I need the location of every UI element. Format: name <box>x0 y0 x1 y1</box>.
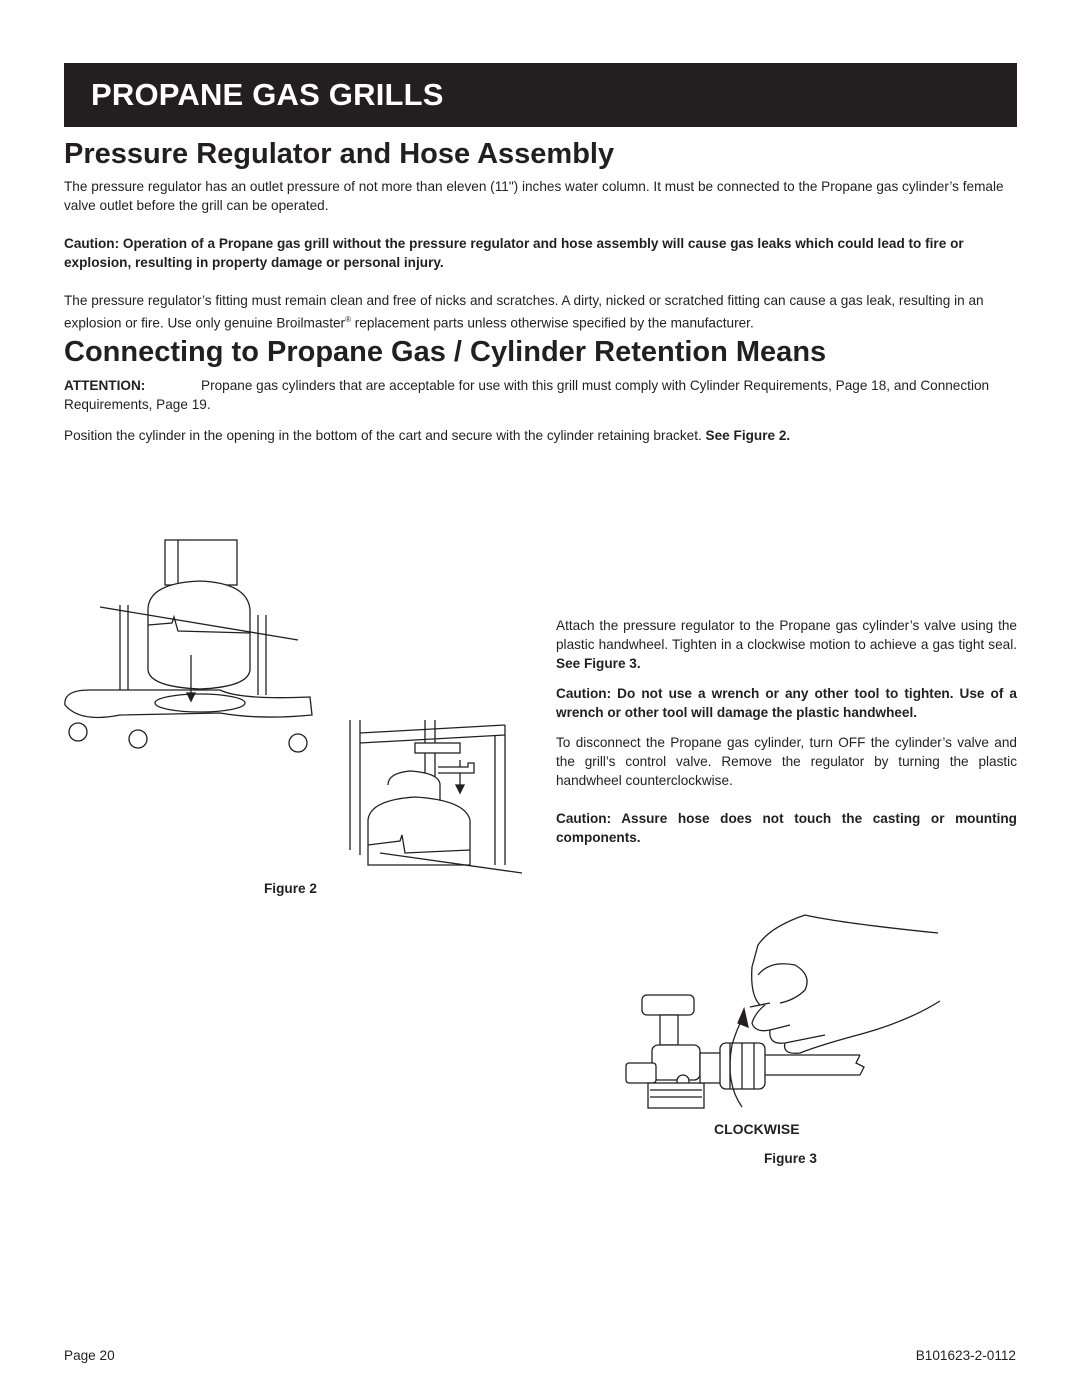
attention-text: Propane gas cylinders that are acceptable for use with this grill must comply with Cylinder Requirements, Page 18, and Connection Requirements, Page 19. <box>64 378 990 412</box>
heading-pressure-regulator: Pressure Regulator and Hose Assembly <box>64 138 615 170</box>
position-text: Position the cylinder in the opening in the bottom of the cart and secure with the cylinder retaining bracket. <box>64 428 706 443</box>
attention-label: ATTENTION: <box>64 378 146 393</box>
section-banner <box>64 63 1017 127</box>
regulator-caution: Caution: Operation of a Propane gas grill without the pressure regulator and hose assembly will cause gas leaks which could lead to fire or explosion, resulting in property damage or personal injury. <box>64 236 964 270</box>
fitting-paragraph <box>64 291 1017 333</box>
page-number: Page 20 <box>64 1348 115 1363</box>
heading-connecting-propane: Connecting to Propane Gas / Cylinder Retention Means <box>64 336 827 368</box>
figure-3-illustration <box>620 905 950 1120</box>
position-paragraph <box>64 426 1017 445</box>
disconnect-paragraph: To disconnect the Propane gas cylinder, turn OFF the cylinder’s valve and the grill’s control valve. Remove the regulator by turning the plastic handwheel counterclockwise. <box>556 735 1017 788</box>
figure-3-caption: Figure 3 <box>764 1151 817 1166</box>
hose-caution: Caution: Assure hose does not touch the casting or mounting components. <box>556 811 1017 845</box>
document-number: B101623-2-0112 <box>915 1348 1016 1363</box>
attach-text: Attach the pressure regulator to the Propane gas cylinder’s valve using the plastic handwheel. Tighten in a clockwise motion to achieve a gas tight seal. <box>556 618 1017 652</box>
see-figure-3: See Figure 3. <box>556 656 641 671</box>
clockwise-label: CLOCKWISE <box>714 1121 800 1137</box>
attach-paragraph <box>556 616 1017 673</box>
registered-mark: ® <box>345 315 351 324</box>
banner-title: PROPANE GAS GRILLS <box>91 77 444 112</box>
attention-paragraph <box>64 376 1017 414</box>
see-figure-2: See Figure 2. <box>705 428 791 443</box>
wrench-caution: Caution: Do not use a wrench or any other tool to tighten. Use of a wrench or other tool will damage the plastic handwheel. <box>556 686 1017 720</box>
figure-2-illustration <box>60 535 530 885</box>
regulator-paragraph: The pressure regulator has an outlet pressure of not more than eleven (11") inches water column. It must be connected to the Propane gas cylinder’s female valve outlet before the grill can be operated. <box>64 179 1004 213</box>
figure-2-caption: Figure 2 <box>264 881 317 896</box>
fitting-text-a: The pressure regulator’s fitting must remain clean and free of nicks and scratches. A dirty, nicked or scratched fitting can cause a gas leak, resulting in an explosion or fire. Use only genuine Broilmaster <box>64 293 984 331</box>
fitting-text-b: replacement parts unless otherwise specified by the manufacturer. <box>350 315 754 331</box>
